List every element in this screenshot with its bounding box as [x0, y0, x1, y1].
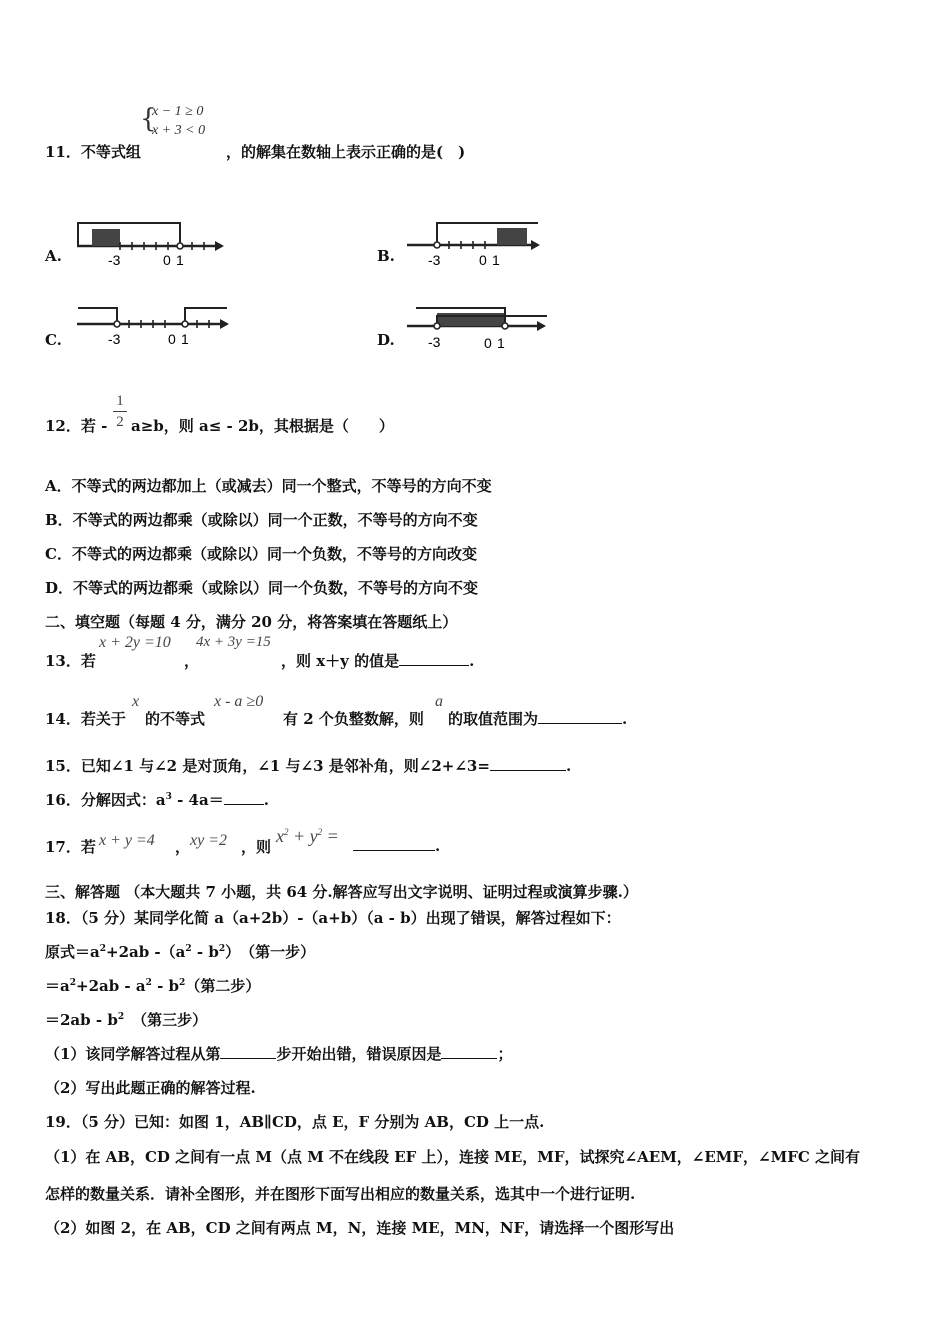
step2-a: ＝a	[45, 977, 70, 995]
q17-exp2: 2	[317, 827, 323, 837]
tick-label: 0	[163, 252, 171, 268]
tick-label: 1	[181, 331, 189, 347]
sup: 2	[117, 1012, 125, 1022]
tick-label: -3	[108, 331, 121, 347]
q11-option-d-numberline	[404, 300, 554, 355]
q16-end: .	[263, 791, 269, 809]
q11-option-a-numberline	[72, 215, 232, 270]
q14-var-a: a	[435, 693, 443, 710]
q14-var-x: x	[132, 693, 140, 710]
q11-stem-b: ，的解集在数轴上表示正确的是( )	[226, 143, 466, 161]
q12-ruo: 若 -	[80, 417, 108, 435]
q15-answer-blank[interactable]	[490, 756, 566, 771]
q12-stem-start	[45, 415, 107, 436]
q17-num: 17．若	[45, 838, 96, 856]
q19-sub1-line2: 怎样的数量关系．请补全图形，并在图形下面写出相应的数量关系，选其中一个进行证明.	[45, 1185, 636, 1203]
q11-num: 11．	[45, 143, 81, 161]
q17-sep: ，	[175, 838, 191, 856]
q13-answer-blank[interactable]	[399, 651, 469, 666]
q17-plus-y: + y	[288, 826, 318, 846]
q19-sub2: （2）如图 2，在 AB，CD 之间有两点 M，N，连接 ME，MN，NF，请选择一个图形写出	[45, 1219, 675, 1237]
step2-d: （第二步）	[185, 977, 261, 995]
sup: 2	[179, 978, 186, 988]
q18-step1	[45, 941, 315, 962]
q15-end: .	[565, 757, 572, 775]
q13-eq2: 4x + 3y =15	[196, 634, 271, 650]
q17-exp1: 2	[284, 827, 289, 837]
tick-label: -3	[108, 252, 121, 268]
q11-option-c-label: C.	[45, 331, 62, 349]
q16-text2: - 4a＝	[171, 791, 224, 809]
q11-eq2: x + 3 < 0	[152, 123, 206, 138]
tick-label: 0	[168, 331, 176, 347]
tick-label: 1	[176, 252, 184, 268]
q13-sep: ，	[184, 652, 200, 670]
q15	[45, 755, 571, 776]
q18-sub1	[45, 1043, 512, 1064]
q17-blank-wrap	[353, 836, 440, 855]
tick-label: -3	[428, 334, 441, 350]
step1-a: 原式＝a	[45, 943, 100, 961]
q16	[45, 789, 269, 810]
q16-exponent: 3	[165, 792, 172, 802]
frac-denominator: 2	[116, 414, 124, 430]
q11-option-a-label: A.	[45, 247, 62, 265]
brace: {	[140, 104, 157, 134]
q14-num: 14．若关于	[45, 710, 126, 728]
q14-text1: 的不等式	[145, 710, 206, 728]
sup: 2	[185, 944, 192, 954]
q11-text-a: 不等式组	[80, 143, 141, 161]
q17-expr-x: x	[276, 826, 284, 846]
sub1-a: （1）该同学解答过程从第	[45, 1045, 221, 1063]
q17-text: ，则	[241, 838, 272, 856]
q14-text2: 有 2 个负整数解，则	[283, 710, 424, 728]
q14-ineq: x - a ≥0	[214, 693, 264, 710]
q16-text: 16．分解因式：a	[45, 791, 166, 809]
q13-end: .	[469, 652, 475, 670]
q14-end: .	[622, 710, 628, 728]
q11-stem	[45, 141, 141, 162]
q17-eqsign: =	[322, 826, 339, 846]
q13-eq1: x + 2y =10	[99, 634, 171, 651]
sup: 2	[69, 978, 76, 988]
sup: 2	[99, 944, 106, 954]
q18-reason-blank[interactable]	[441, 1044, 497, 1059]
q18-sub2: （2）写出此题正确的解答过程.	[45, 1079, 256, 1097]
q19-title: 19．（5 分）已知：如图 1，AB∥CD，点 E，F 分别为 AB，CD 上一点.	[45, 1113, 545, 1131]
q14-text3	[448, 708, 627, 729]
q13-num: 13．若	[45, 652, 96, 670]
q18-title: 18．（5 分）某同学化简 a（a+2b）-（a+b）（a - b）出现了错误，解答过程如下：	[45, 909, 621, 927]
q17-answer-blank[interactable]	[353, 836, 435, 851]
q17-eq2: xy =2	[190, 832, 227, 849]
sup: 2	[145, 978, 152, 988]
q17-eq1: x + y =4	[99, 832, 155, 849]
q13-text	[281, 650, 474, 671]
q12-option-c: C．不等式的两边都乘（或除以）同一个负数，不等号的方向改变	[45, 545, 477, 563]
tick-label: 1	[492, 252, 500, 268]
tick-label: -3	[428, 252, 441, 268]
section-2-heading: 二、填空题（每题 4 分，满分 20 分，将答案填在答题纸上）	[45, 613, 458, 631]
q12-option-d: D．不等式的两边都乘（或除以）同一个负数，不等号的方向不变	[45, 579, 479, 597]
q19-sub1-line1: （1）在 AB，CD 之间有一点 M（点 M 不在线段 EF 上），连接 ME，MF，试探究∠AEM，∠EMF，∠MFC 之间有	[45, 1148, 861, 1166]
q18-step-blank[interactable]	[220, 1044, 276, 1059]
q11-option-d-label: D.	[377, 331, 395, 349]
section-3-heading: 三、解答题 （本大题共 7 小题，共 64 分.解答应写出文字说明、证明过程或演算步骤.）	[45, 883, 638, 901]
q12-stem-text: a≥b，则 a≤ - 2b，其根据是（ ）	[131, 417, 394, 435]
tick-label: 0	[479, 252, 487, 268]
q14-text3-body: 的取值范围为	[448, 710, 539, 728]
q17-end: .	[435, 837, 441, 855]
q12-option-b: B．不等式的两边都乘（或除以）同一个正数，不等号的方向不变	[45, 511, 478, 529]
step3-a: ＝2ab - b	[45, 1011, 118, 1029]
tick-label: 0	[484, 335, 492, 351]
sub1-c: ；	[497, 1045, 513, 1063]
q13-text-body: ，则 x＋y 的值是	[281, 652, 400, 670]
step2-c: - b	[151, 977, 180, 995]
q12-fraction	[113, 392, 127, 431]
q12-num: 12．	[45, 417, 81, 435]
q15-text: 15．已知∠1 与∠2 是对顶角，∠1 与∠3 是邻补角，则∠2+∠3=	[45, 757, 490, 775]
q16-answer-blank[interactable]	[224, 790, 264, 805]
sup: 2	[218, 944, 226, 954]
sub1-b: 步开始出错，错误原因是	[276, 1045, 442, 1063]
q12-option-a: A．不等式的两边都加上（或减去）同一个整式，不等号的方向不变	[45, 477, 492, 495]
q11-eq1: x − 1 ≥ 0	[152, 104, 204, 119]
frac-numerator: 1	[116, 393, 124, 409]
q14-answer-blank[interactable]	[538, 709, 622, 724]
step2-b: +2ab - a	[76, 977, 146, 995]
tick-label: 1	[497, 335, 505, 351]
step1-c: - b	[191, 943, 219, 961]
q18-step2	[45, 975, 260, 996]
q11-option-b-label: B.	[377, 247, 395, 265]
q17-expr	[276, 826, 339, 847]
step3-b: （第三步）	[132, 1011, 208, 1029]
q18-step3	[45, 1009, 207, 1030]
step1-d: ） （第一步）	[225, 943, 316, 961]
q11-option-c-numberline	[72, 300, 237, 355]
q11-option-b-numberline	[404, 215, 549, 270]
step1-b: +2ab -（a	[106, 943, 186, 961]
frac-bar	[113, 411, 127, 412]
